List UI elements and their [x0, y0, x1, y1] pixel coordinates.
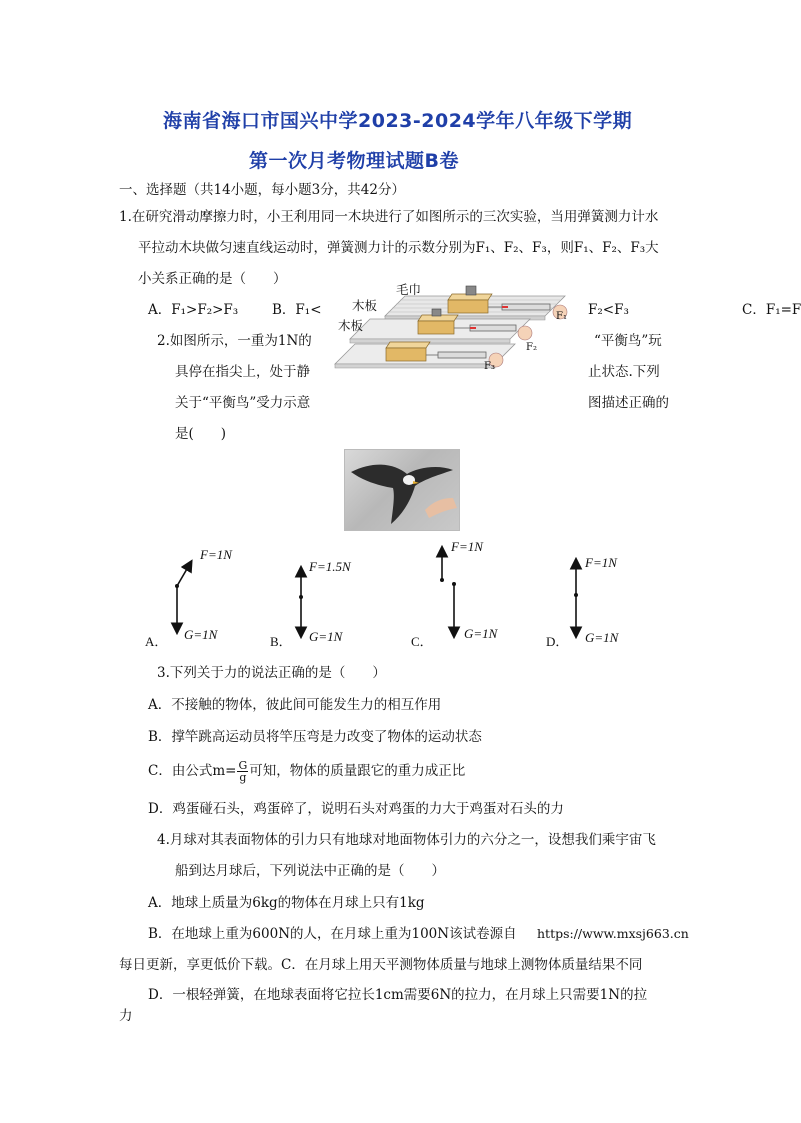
q1-option-b-right: F₂<F₃: [588, 302, 629, 318]
q1-option-c: C．F₁=F: [742, 302, 801, 318]
diagram-b: [299, 568, 303, 636]
q2-line4: 是( ): [175, 426, 227, 442]
q2-option-d-force: F=1N: [585, 555, 617, 570]
q2-option-a-gravity: G=1N: [184, 627, 218, 642]
q2-line1-left: 2.如图所示，一重为1N的: [157, 333, 312, 349]
hand-icon: [518, 326, 532, 340]
q1-line1: 1.在研究滑动摩擦力时，小王利用同一木块进行了如图所示的三次实验，当用弹簧测力计水: [119, 209, 659, 225]
q2-line3-right: 图描述正确的: [588, 395, 669, 411]
q2-option-d-letter: D．: [546, 634, 569, 649]
label-f3: F₃: [484, 361, 495, 372]
q2-line2-left: 具停在指尖上，处于静: [175, 364, 310, 380]
block-1: [448, 286, 492, 313]
diagram-d: [574, 560, 578, 636]
q2-line1-right: “平衡鸟”玩: [594, 333, 662, 349]
page-title-line2: 第一次月考物理试题B卷: [249, 150, 459, 172]
eagle-icon: [345, 450, 459, 530]
page-title-line1: 海南省海口市国兴中学2023-2024学年八年级下学期: [163, 110, 633, 132]
block-3: [386, 342, 430, 361]
q4-line2: 船到达月球后，下列说法中正确的是（ ）: [175, 863, 445, 879]
q2-option-d-gravity: G=1N: [585, 630, 619, 645]
section-heading: 一、选择题（共14小题，每小题3分，共42分）: [119, 182, 405, 198]
fraction-numerator: G: [238, 759, 248, 772]
q1-option-a: A．F₁>F₂>F₃: [148, 302, 239, 318]
q1-line2: 平拉动木块做匀速直线运动时，弹簧测力计的示数分别为F₁、F₂、F₃，则F₁、F₂、F₃大: [138, 240, 659, 256]
q2-line2-right: 止状态.下列: [588, 364, 660, 380]
q3-option-c: [148, 760, 465, 783]
q4-option-a: A．地球上质量为6kg的物体在月球上只有1kg: [148, 895, 425, 911]
label-board-2: 木板: [338, 318, 364, 333]
q4-line1: 4.月球对其表面物体的引力只有地球对地面物体引力的六分之一，设想我们乘宇宙飞: [157, 832, 656, 848]
diagram-c: [440, 548, 456, 636]
fraction-denominator: g: [239, 771, 247, 784]
q4-option-b: B．在地球上重为600N的人，在月球上重为100N该试卷源自: [148, 926, 517, 942]
q2-option-a-force: F=1N: [200, 547, 232, 562]
q1-option-b-left: B．F₁<: [272, 302, 322, 318]
source-url[interactable]: https://www.mxsj663.cn: [537, 926, 689, 941]
label-board-1: 木板: [352, 298, 378, 313]
q3-option-c-pre: C．由公式m=: [148, 763, 237, 779]
diagram-a: [175, 562, 191, 632]
q3-stem: 3.下列关于力的说法正确的是（ ）: [157, 665, 386, 681]
q3-option-b: B．撑竿跳高运动员将竿压弯是力改变了物体的运动状态: [148, 729, 482, 745]
balancing-bird-photo: [344, 449, 460, 531]
formula-fraction: [237, 760, 248, 783]
q2-option-a-letter: A．: [145, 634, 168, 649]
q2-option-b-gravity: G=1N: [309, 629, 343, 644]
q2-option-c-letter: C．: [411, 634, 433, 649]
q1-line3: 小关系正确的是（ ）: [138, 271, 287, 287]
q2-option-b-letter: B．: [270, 634, 292, 649]
label-f2: F₂: [526, 342, 537, 353]
q4-option-c-line: 每日更新，享更低价下载。C．在月球上用天平测物体质量与地球上测物体质量结果不同: [119, 957, 643, 973]
q3-option-a: A．不接触的物体，彼此间可能发生力的相互作用: [148, 697, 442, 713]
q3-option-d: D．鸡蛋碰石头，鸡蛋碎了，说明石头对鸡蛋的力大于鸡蛋对石头的力: [148, 801, 564, 817]
q2-line3-left: 关于“平衡鸟”受力示意: [175, 395, 311, 411]
q2-option-b-force: F=1.5N: [309, 559, 351, 574]
q2-option-c-force: F=1N: [451, 539, 483, 554]
label-f1: F₁: [556, 311, 567, 322]
friction-experiment-figure: [330, 276, 580, 391]
label-towel: 毛巾: [396, 282, 422, 297]
q4-option-d-line1: D．一根轻弹簧，在地球表面将它拉长1cm需要6N的拉力，在月球上只需要1N的拉: [148, 987, 648, 1003]
q4-option-d-line2: 力: [119, 1008, 133, 1024]
q3-option-c-post: 可知，物体的质量跟它的重力成正比: [249, 763, 466, 779]
q2-option-c-gravity: G=1N: [464, 626, 498, 641]
